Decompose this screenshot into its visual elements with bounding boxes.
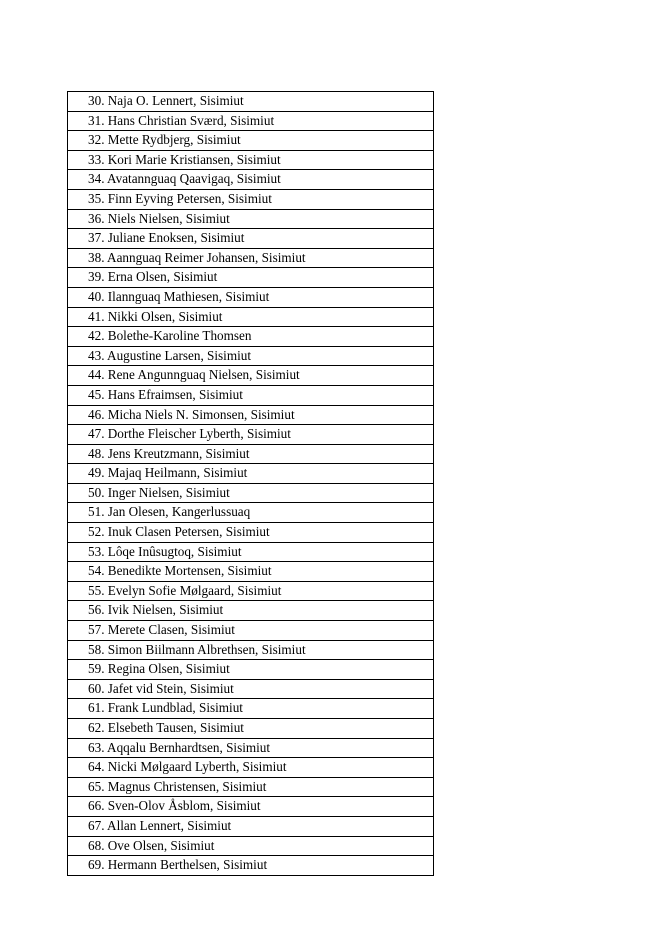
table-cell-name: 49. Majaq Heilmann, Sisimiut — [68, 464, 434, 484]
table-row — [68, 229, 434, 249]
table-row — [68, 660, 434, 680]
table-row — [68, 836, 434, 856]
table-row — [68, 679, 434, 699]
table-cell-name: 31. Hans Christian Sværd, Sisimiut — [68, 111, 434, 131]
table-row — [68, 307, 434, 327]
table-row — [68, 170, 434, 190]
table-row — [68, 640, 434, 660]
table-row — [68, 758, 434, 778]
table-row — [68, 131, 434, 151]
table-cell-name: 50. Inger Nielsen, Sisimiut — [68, 483, 434, 503]
table-cell-name: 69. Hermann Berthelsen, Sisimiut — [68, 856, 434, 876]
table-row — [68, 797, 434, 817]
table-cell-name: 68. Ove Olsen, Sisimiut — [68, 836, 434, 856]
table-row — [68, 425, 434, 445]
table-cell-name: 58. Simon Biilmann Albrethsen, Sisimiut — [68, 640, 434, 660]
table-cell-name: 57. Merete Clasen, Sisimiut — [68, 621, 434, 641]
table-cell-name: 41. Nikki Olsen, Sisimiut — [68, 307, 434, 327]
table-cell-name: 38. Aannguaq Reimer Johansen, Sisimiut — [68, 248, 434, 268]
table-row — [68, 405, 434, 425]
table-row — [68, 816, 434, 836]
table-row — [68, 444, 434, 464]
table-cell-name: 67. Allan Lennert, Sisimiut — [68, 816, 434, 836]
table-cell-name: 59. Regina Olsen, Sisimiut — [68, 660, 434, 680]
table-row — [68, 601, 434, 621]
table-cell-name: 40. Ilannguaq Mathiesen, Sisimiut — [68, 287, 434, 307]
table-cell-name: 54. Benedikte Mortensen, Sisimiut — [68, 562, 434, 582]
table-row — [68, 562, 434, 582]
table-cell-name: 53. Lôqe Inûsugtoq, Sisimiut — [68, 542, 434, 562]
table-row — [68, 464, 434, 484]
table-row — [68, 719, 434, 739]
table-cell-name: 44. Rene Angunnguaq Nielsen, Sisimiut — [68, 366, 434, 386]
table-row — [68, 523, 434, 543]
table-row — [68, 209, 434, 229]
table-cell-name: 51. Jan Olesen, Kangerlussuaq — [68, 503, 434, 523]
table-cell-name: 55. Evelyn Sofie Mølgaard, Sisimiut — [68, 581, 434, 601]
table-cell-name: 32. Mette Rydbjerg, Sisimiut — [68, 131, 434, 151]
table-row — [68, 248, 434, 268]
table-cell-name: 42. Bolethe-Karoline Thomsen — [68, 327, 434, 347]
table-row — [68, 346, 434, 366]
table-row — [68, 483, 434, 503]
table-cell-name: 43. Augustine Larsen, Sisimiut — [68, 346, 434, 366]
table-cell-name: 46. Micha Niels N. Simonsen, Sisimiut — [68, 405, 434, 425]
table-cell-name: 65. Magnus Christensen, Sisimiut — [68, 777, 434, 797]
table-cell-name: 60. Jafet vid Stein, Sisimiut — [68, 679, 434, 699]
table-row — [68, 542, 434, 562]
table-row — [68, 738, 434, 758]
table-cell-name: 37. Juliane Enoksen, Sisimiut — [68, 229, 434, 249]
table-cell-name: 30. Naja O. Lennert, Sisimiut — [68, 92, 434, 112]
signatory-list-table — [67, 91, 434, 876]
table-cell-name: 47. Dorthe Fleischer Lyberth, Sisimiut — [68, 425, 434, 445]
table-row — [68, 856, 434, 876]
table-row — [68, 503, 434, 523]
table-row — [68, 581, 434, 601]
table-cell-name: 34. Avatannguaq Qaavigaq, Sisimiut — [68, 170, 434, 190]
table-body — [68, 92, 434, 876]
table-row — [68, 699, 434, 719]
table-cell-name: 62. Elsebeth Tausen, Sisimiut — [68, 719, 434, 739]
table-cell-name: 56. Ivik Nielsen, Sisimiut — [68, 601, 434, 621]
table-cell-name: 52. Inuk Clasen Petersen, Sisimiut — [68, 523, 434, 543]
table-row — [68, 327, 434, 347]
table-cell-name: 48. Jens Kreutzmann, Sisimiut — [68, 444, 434, 464]
table-cell-name: 66. Sven-Olov Åsblom, Sisimiut — [68, 797, 434, 817]
table-row — [68, 385, 434, 405]
table-row — [68, 92, 434, 112]
table-row — [68, 621, 434, 641]
table-row — [68, 777, 434, 797]
table-cell-name: 39. Erna Olsen, Sisimiut — [68, 268, 434, 288]
table-row — [68, 189, 434, 209]
table-row — [68, 366, 434, 386]
table-cell-name: 64. Nicki Mølgaard Lyberth, Sisimiut — [68, 758, 434, 778]
table-row — [68, 287, 434, 307]
table-cell-name: 36. Niels Nielsen, Sisimiut — [68, 209, 434, 229]
table-cell-name: 35. Finn Eyving Petersen, Sisimiut — [68, 189, 434, 209]
table-row — [68, 268, 434, 288]
table-row — [68, 150, 434, 170]
table-cell-name: 61. Frank Lundblad, Sisimiut — [68, 699, 434, 719]
table-row — [68, 111, 434, 131]
table-cell-name: 33. Kori Marie Kristiansen, Sisimiut — [68, 150, 434, 170]
table-cell-name: 45. Hans Efraimsen, Sisimiut — [68, 385, 434, 405]
table-cell-name: 63. Aqqalu Bernhardtsen, Sisimiut — [68, 738, 434, 758]
